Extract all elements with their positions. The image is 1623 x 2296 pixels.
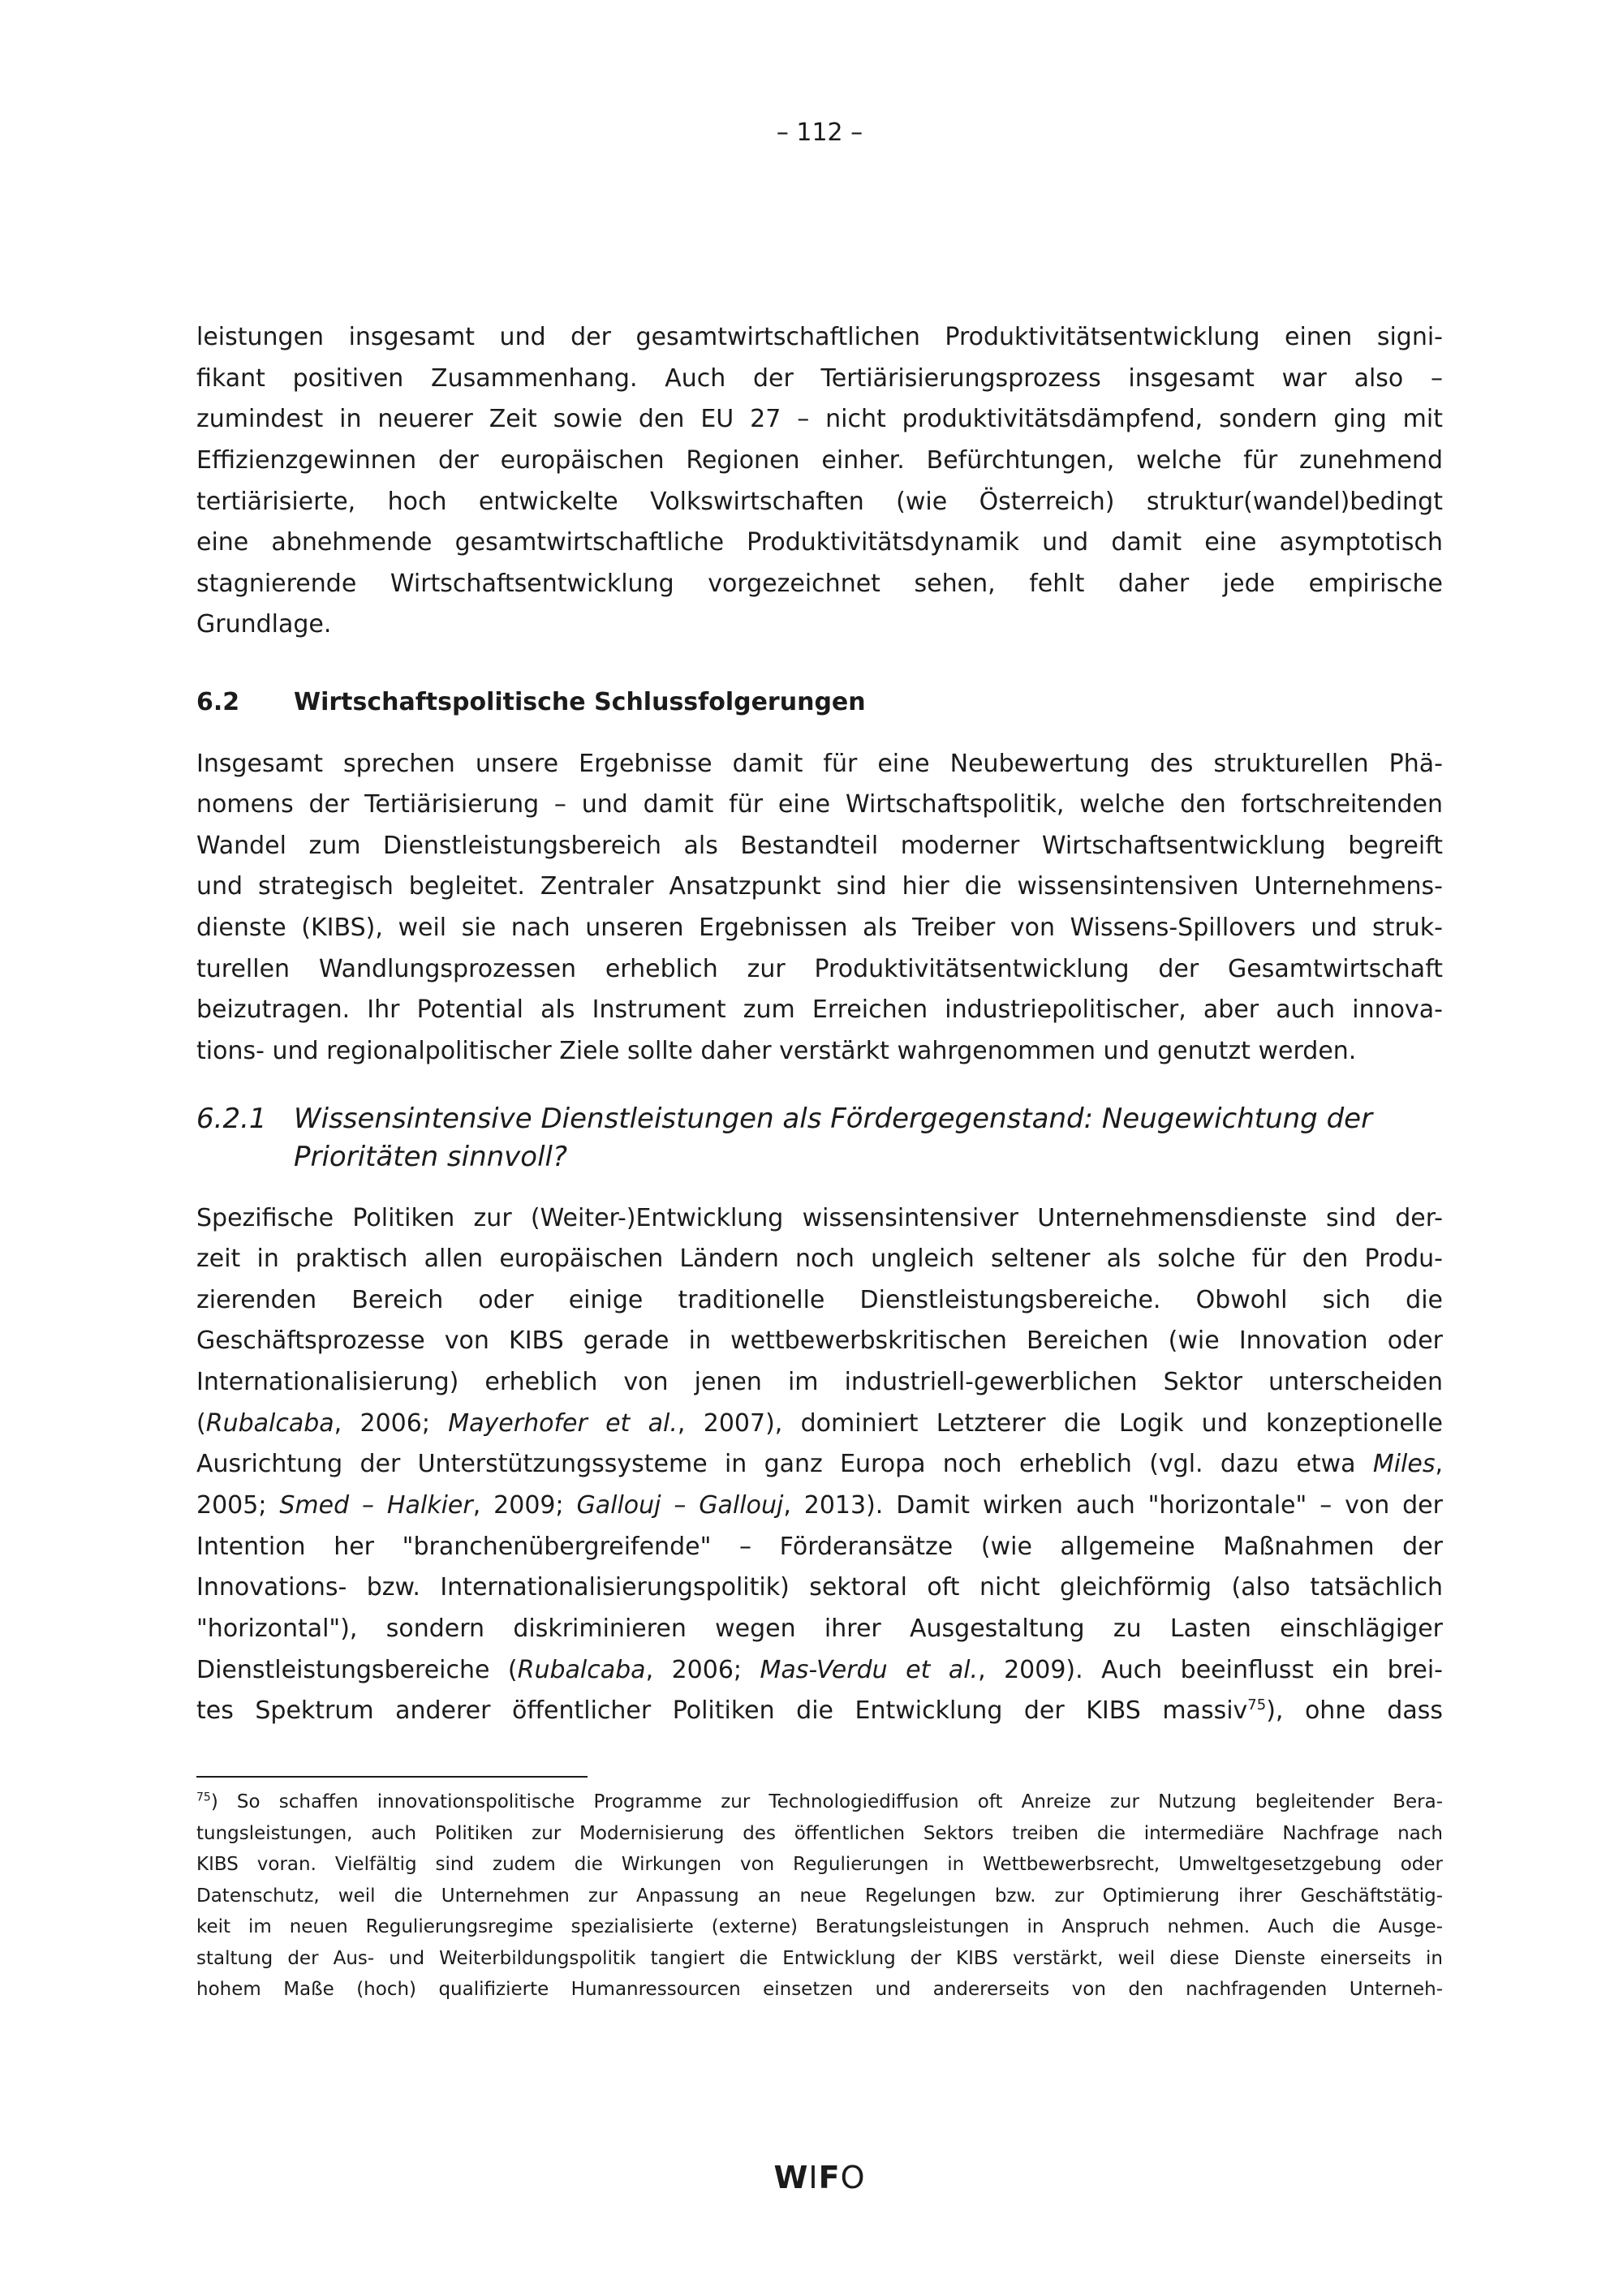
footnote-line: staltung der Aus- und Weiterbildungspolitik tangiert die Entwicklung der KIBS verstärkt, weil diese Dienste einerseits in <box>196 1947 1443 1969</box>
text-segment: "horizontal"), sondern diskriminieren wegen ihrer Ausgestaltung zu Lasten einschlägiger <box>196 1614 1443 1643</box>
logo-letter: O <box>840 2160 866 2195</box>
text-line: nomens der Tertiärisierung – und damit für eine Wirtschaftspolitik, welche den fortschreitenden <box>196 790 1443 819</box>
citation-author: Miles <box>1372 1450 1436 1479</box>
citation-author: Rubalcaba <box>517 1655 646 1684</box>
text-segment: ), ohne dass <box>1266 1696 1443 1726</box>
text-segment: , 2006; <box>645 1655 760 1684</box>
footnote-text: ) So schaffen innovationspolitische Programme zur Technologiediffusion oft Anreize zur Nutzung begleitender Bera- <box>210 1791 1443 1812</box>
text-line: zumindest in neuerer Zeit sowie den EU 27 – nicht produktivitätsdämpfend, sondern ging mit <box>196 405 1443 434</box>
text-segment: , 2013). Damit wirken auch "horizontale" – von der <box>783 1490 1443 1520</box>
text-line <box>196 1527 1443 1568</box>
text-segment: Spezifische Politiken zur (Weiter-)Entwicklung wissensintensiver Unternehmensdienste sind der- <box>196 1203 1443 1232</box>
citation-author: Gallouj – Gallouj <box>576 1490 784 1520</box>
footnote-marker: 75 <box>196 1791 211 1804</box>
text-segment: , <box>1435 1450 1443 1479</box>
subsection-title-line: Wissensintensive Dienstleistungen als Fördergegenstand: Neugewichtung der <box>294 1103 1373 1135</box>
text-line: beizutragen. Ihr Potential als Instrument zum Erreichen industriepolitischer, aber auch innova- <box>196 995 1443 1025</box>
citation-author: Smed – Halkier <box>279 1490 473 1520</box>
footnote <box>196 1786 1443 2006</box>
subsection-heading <box>0 1100 1623 1177</box>
text-line: leistungen insgesamt und der gesamtwirtschaftlichen Produktivitätsentwicklung einen signi- <box>196 323 1443 351</box>
text-segment: Intention her "branchenübergreifende" – Förderansätze (wie allgemeine Maßnahmen der <box>196 1532 1443 1561</box>
text-line: tertiärisierte, hoch entwickelte Volkswirtschaften (wie Österreich) struktur(wandel)bedingt <box>196 487 1443 516</box>
text-line: Effizienzgewinnen der europäischen Regionen einher. Befürchtungen, welche für zunehmend <box>196 445 1443 475</box>
text-segment: tes Spektrum anderer öffentlicher Politiken die Entwicklung der KIBS massiv <box>196 1696 1248 1726</box>
text-line: fikant positiven Zusammenhang. Auch der Tertiärisierungsprozess insgesamt war also – <box>196 363 1443 393</box>
text-line <box>196 1362 1443 1404</box>
text-line <box>196 1280 1443 1322</box>
text-segment: Innovations- bzw. Internationalisierungspolitik) sektoral oft nicht gleichförmig (also tatsächlich <box>196 1573 1443 1602</box>
text-line <box>196 1567 1443 1609</box>
text-line <box>196 1650 1443 1692</box>
footnote-line: Datenschutz, weil die Unternehmen zur Anpassung an neue Regelungen bzw. zur Optimierung ihrer Geschäftstätig- <box>196 1885 1443 1907</box>
section-number: 6.2 <box>196 688 240 716</box>
text-segment: , 2006; <box>334 1408 449 1438</box>
text-line: und strategisch begleitet. Zentraler Ansatzpunkt sind hier die wissensintensiven Unternehmens- <box>196 872 1443 901</box>
text-line: Insgesamt sprechen unsere Ergebnisse damit für eine Neubewertung des strukturellen Phä- <box>196 749 1443 778</box>
text-segment: 2005; <box>196 1490 280 1520</box>
subsection-title <box>294 1100 1443 1177</box>
citation-author: Mas-Verdu et al. <box>760 1655 979 1684</box>
logo-letter: F <box>818 2160 841 2195</box>
text-segment: zeit in praktisch allen europäischen Ländern noch ungleich seltener als solche für den Produ- <box>196 1245 1443 1274</box>
section-heading <box>0 681 1623 723</box>
footnote-reference: 75 <box>1247 1696 1267 1714</box>
wifo-logo <box>196 2158 1443 2197</box>
text-line: stagnierende Wirtschaftsentwicklung vorgezeichnet sehen, fehlt daher jede empirische <box>196 569 1443 598</box>
text-segment: Internationalisierung) erheblich von jenen im industriell-gewerblichen Sektor unterscheiden <box>196 1368 1443 1397</box>
text-line <box>196 1691 1443 1732</box>
footnote-separator <box>196 1776 588 1778</box>
text-segment: Ausrichtung der Unterstützungssysteme in ganz Europa noch erheblich (vgl. dazu etwa <box>196 1450 1373 1479</box>
text-line <box>196 1321 1443 1362</box>
text-segment: Geschäftsprozesse von KIBS gerade in wettbewerbskritischen Bereichen (wie Innovation oder <box>196 1326 1443 1356</box>
text-segment: , 2009). Auch beeinflusst ein brei- <box>978 1655 1443 1684</box>
text-line: turellen Wandlungsprozessen erheblich zur Produktivitätsentwicklung der Gesamtwirtschaft <box>196 954 1443 983</box>
text-line <box>196 1444 1443 1486</box>
subsection-title-line: Prioritäten sinnvoll? <box>294 1141 568 1174</box>
logo-letter: I <box>808 2160 819 2195</box>
page-number: – 112 – <box>776 118 863 147</box>
footnote-line: keit im neuen Regulierungsregime spezialisierte (externe) Beratungsleistungen in Anspruch nehmen. Auch die Ausge- <box>196 1916 1443 1937</box>
text-line <box>196 1198 1443 1240</box>
text-line: Grundlage. <box>196 610 332 639</box>
subsection-number: 6.2.1 <box>196 1103 267 1135</box>
citation-author: Rubalcaba <box>205 1408 334 1438</box>
footnote-line: hohem Maße (hoch) qualifizierte Humanressourcen einsetzen und andererseits von den nachfragenden Unterneh- <box>196 1979 1443 2000</box>
logo-letter: W <box>773 2160 809 2195</box>
text-segment: ( <box>196 1408 206 1438</box>
text-line: dienste (KIBS), weil sie nach unseren Ergebnissen als Treiber von Wissens-Spillovers und struk- <box>196 914 1443 943</box>
text-line <box>196 1609 1443 1650</box>
section-title: Wirtschaftspolitische Schlussfolgerungen <box>294 688 866 716</box>
text-line <box>196 1239 1443 1280</box>
text-line <box>196 1486 1443 1527</box>
text-line <box>196 1404 1443 1445</box>
paragraph-intro <box>196 317 1443 646</box>
footnote-line: tungsleistungen, auch Politiken zur Modernisierung des öffentlichen Sektors treiben die intermediäre Nachfrage nach <box>196 1822 1443 1844</box>
footnote-line: KIBS voran. Vielfältig sind zudem die Wirkungen von Regulierungen in Wettbewerbsrecht, Umweltgesetzgebung oder <box>196 1854 1443 1875</box>
text-line: Wandel zum Dienstleistungsbereich als Bestandteil moderner Wirtschaftsentwicklung begreift <box>196 831 1443 860</box>
footnote-line <box>196 1786 1443 1818</box>
text-segment: zierenden Bereich oder einige traditionelle Dienstleistungsbereiche. Obwohl sich die <box>196 1285 1443 1314</box>
text-segment: , 2007), dominiert Letzterer die Logik und konzeptionelle <box>677 1408 1443 1438</box>
paragraph-6-2-1 <box>196 1198 1443 1732</box>
text-segment: Dienstleistungsbereiche ( <box>196 1655 518 1684</box>
citation-author: Mayerhofer et al. <box>448 1408 678 1438</box>
paragraph-6-2 <box>196 744 1443 1073</box>
text-segment: , 2009; <box>472 1490 577 1520</box>
text-line: eine abnehmende gesamtwirtschaftliche Produktivitätsdynamik und damit eine asymptotisch <box>196 528 1443 557</box>
text-line: tions- und regionalpolitischer Ziele sollte daher verstärkt wahrgenommen und genutzt werden. <box>196 1036 1357 1065</box>
